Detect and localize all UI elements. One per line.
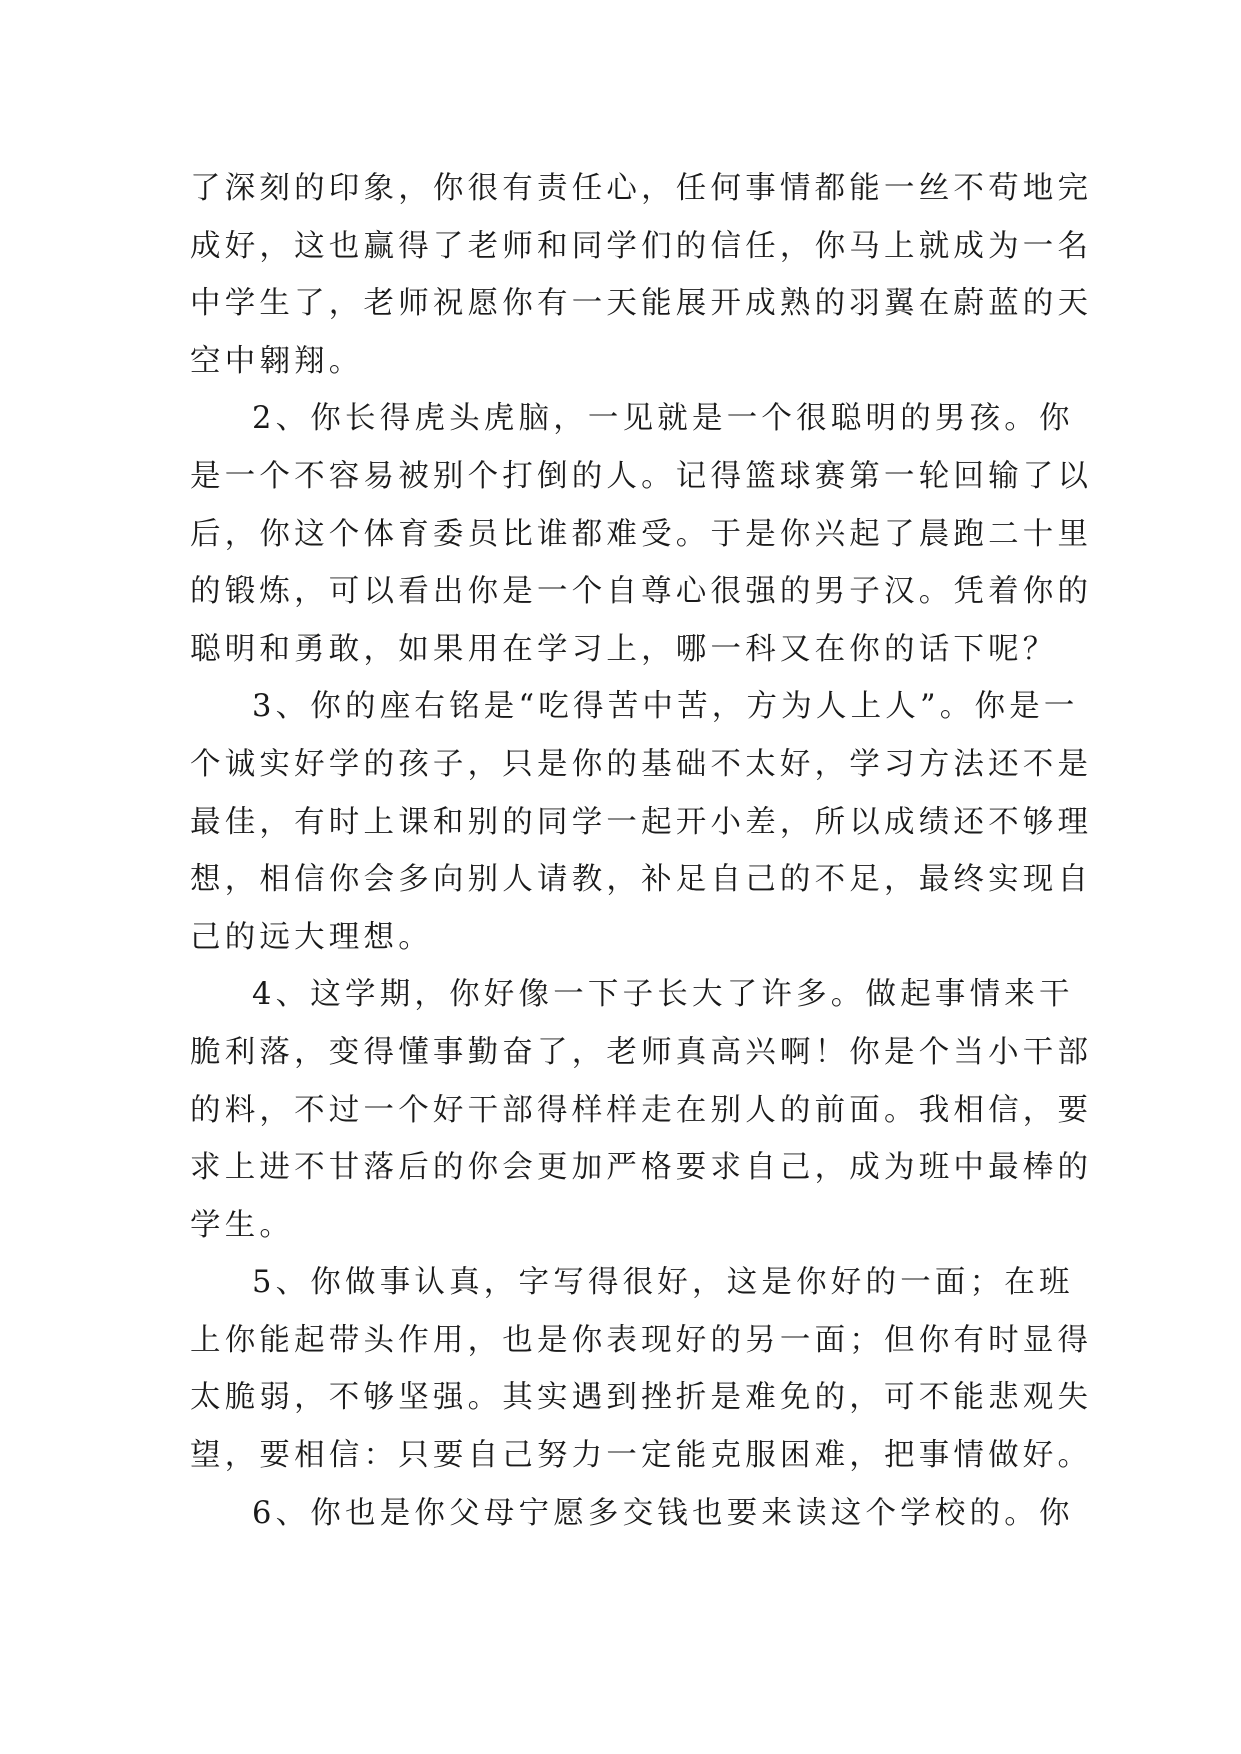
paragraph-4-first-line: 4、这学期，你好像一下子长大了许多。做起事情来干 bbox=[252, 977, 1074, 1013]
text-line: 己的远大理想。 bbox=[190, 919, 433, 955]
text-line: 望，要相信：只要自己努力一定能克服困难，把事情做好。 bbox=[190, 1438, 1093, 1474]
paragraph-6-first-line: 6、你也是你父母宁愿多交钱也要来读这个学校的。你 bbox=[252, 1495, 1074, 1531]
text-line: 成好，这也赢得了老师和同学们的信任，你马上就成为一名 bbox=[190, 228, 1093, 264]
text-line: 学生。 bbox=[190, 1207, 295, 1243]
text-line: 的料，不过一个好干部得样样走在别人的前面。我相信，要 bbox=[190, 1092, 1093, 1128]
document-text-body bbox=[190, 160, 1093, 1542]
text-line: 求上进不甘落后的你会更加严格要求自己，成为班中最棒的 bbox=[190, 1150, 1093, 1186]
text-line: 最佳，有时上课和别的同学一起开小差，所以成绩还不够理 bbox=[190, 804, 1093, 840]
text-line: 聪明和勇敢，如果用在学习上，哪一科又在你的话下呢？ bbox=[190, 631, 1058, 667]
text-line: 是一个不容易被别个打倒的人。记得篮球赛第一轮回输了以 bbox=[190, 458, 1093, 494]
text-line: 空中翱翔。 bbox=[190, 343, 364, 379]
text-line: 了深刻的印象，你很有责任心，任何事情都能一丝不苟地完 bbox=[190, 171, 1093, 206]
paragraph-5-first-line: 5、你做事认真，字写得很好，这是你好的一面；在班 bbox=[252, 1265, 1074, 1301]
text-line: 脆利落，变得懂事勤奋了，老师真高兴啊！你是个当小干部 bbox=[190, 1034, 1093, 1070]
text-line: 个诚实好学的孩子，只是你的基础不太好，学习方法还不是 bbox=[190, 746, 1093, 782]
text-line: 中学生了，老师祝愿你有一天能展开成熟的羽翼在蔚蓝的天 bbox=[190, 286, 1093, 322]
paragraph-2-first-line: 2、你长得虎头虎脑，一见就是一个很聪明的男孩。你 bbox=[252, 401, 1074, 437]
paragraph-3-first-line: 3、你的座右铭是“吃得苦中苦，方为人上人”。你是一 bbox=[252, 689, 1079, 725]
text-line: 后，你这个体育委员比谁都难受。于是你兴起了晨跑二十里 bbox=[190, 516, 1093, 552]
text-line: 上你能起带头作用，也是你表现好的另一面；但你有时显得 bbox=[190, 1322, 1093, 1358]
text-line: 的锻炼，可以看出你是一个自尊心很强的男子汉。凭着你的 bbox=[190, 574, 1093, 610]
text-line: 想，相信你会多向别人请教，补足自己的不足，最终实现自 bbox=[190, 862, 1093, 898]
text-line: 太脆弱，不够坚强。其实遇到挫折是难免的，可不能悲观失 bbox=[190, 1380, 1093, 1416]
